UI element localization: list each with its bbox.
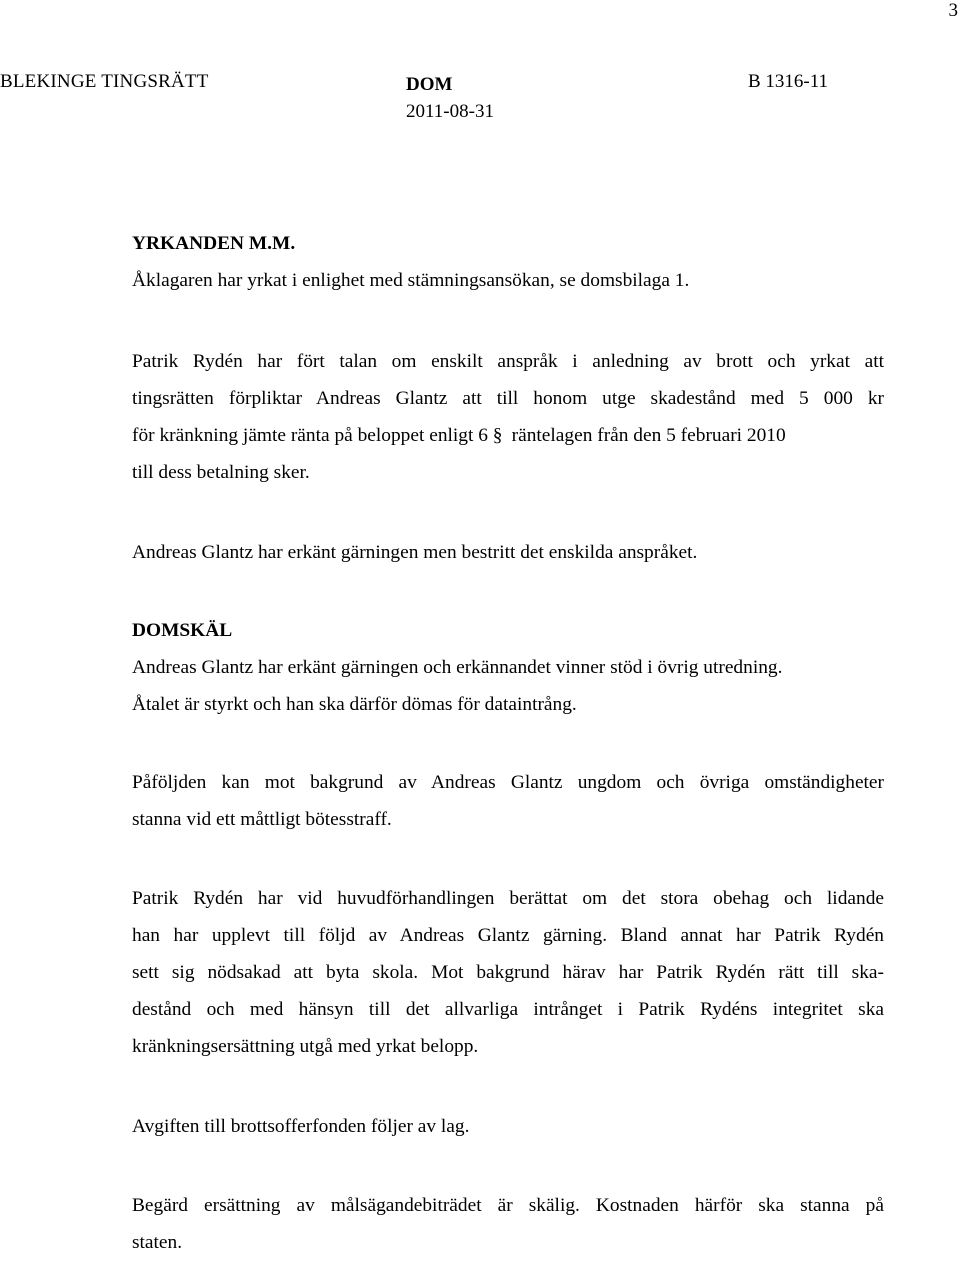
court-name: BLEKINGE TINGSRÄTT <box>0 71 209 92</box>
reasons-p3-line-1: Patrik Rydén har vid huvudförhandlingen berättat om det stora obehag och lidande <box>132 888 884 909</box>
reasons-p1-line-2: Åtalet är styrkt och han ska därför dömas för dataintrång. <box>132 694 577 715</box>
claims-p2-line-3 <box>132 417 884 454</box>
reasons-paragraph-5 <box>132 1187 884 1261</box>
reasons-heading: DOMSKÄL <box>132 620 233 641</box>
reasons-p3-line-4: destånd och med hänsyn till det allvarliga intrånget i Patrik Rydéns integritet ska <box>132 999 884 1020</box>
reasons-p3-line-5: kränkningsersättning utgå med yrkat belopp. <box>132 1036 479 1057</box>
reasons-p5-line-1: Begärd ersättning av målsägandebiträdet är skälig. Kostnaden härför ska stanna på <box>132 1195 884 1216</box>
document-date: 2011-08-31 <box>406 101 494 122</box>
reasons-p3-line-2: han har upplevt till följd av Andreas Glantz gärning. Bland annat har Patrik Rydén <box>132 925 884 946</box>
claims-p2-line-3b: räntelagen från den 5 februari 2010 <box>511 425 786 446</box>
claims-p2-line-2: tingsrätten förpliktar Andreas Glantz att till honom utge skadestånd med 5 000 kr <box>132 388 884 409</box>
claims-p2-line-3-text <box>132 417 786 454</box>
document-type: DOM <box>406 74 453 95</box>
page-number: 3 <box>948 0 958 21</box>
case-number: B 1316-11 <box>748 71 829 92</box>
reasons-paragraph-2 <box>132 764 884 838</box>
claims-p2-line-3a: för kränkning jämte ränta på beloppet enligt 6 <box>132 425 488 446</box>
reasons-p2-line-1: Påföljden kan mot bakgrund av Andreas Glantz ungdom och övriga omständigheter <box>132 772 884 793</box>
reasons-paragraph-4: Avgiften till brottsofferfonden följer av lag. <box>132 1116 470 1137</box>
reasons-section <box>132 612 884 723</box>
reasons-p5-line-2: staten. <box>132 1232 183 1253</box>
claims-paragraph-3: Andreas Glantz har erkänt gärningen men bestritt det enskilda anspråket. <box>132 542 698 563</box>
claims-paragraph-2 <box>132 343 884 491</box>
claims-section <box>132 225 884 299</box>
paragraph-symbol: § <box>492 425 503 446</box>
reasons-p1-line-1: Andreas Glantz har erkänt gärningen och erkännandet vinner stöd i övrig utredning. <box>132 657 783 678</box>
reasons-paragraph-3 <box>132 880 884 1065</box>
claims-paragraph-1: Åklagaren har yrkat i enlighet med stämningsansökan, se domsbilaga 1. <box>132 270 690 291</box>
claims-heading: YRKANDEN M.M. <box>132 233 296 254</box>
reasons-p3-line-3: sett sig nödsakad att byta skola. Mot bakgrund härav har Patrik Rydén rätt till ska- <box>132 962 884 983</box>
document-type-block <box>406 71 494 125</box>
claims-p2-line-1: Patrik Rydén har fört talan om enskilt anspråk i anledning av brott och yrkat att <box>132 351 884 372</box>
reasons-p2-line-2: stanna vid ett måttligt bötesstraff. <box>132 809 392 830</box>
claims-p2-line-4: till dess betalning sker. <box>132 462 310 483</box>
